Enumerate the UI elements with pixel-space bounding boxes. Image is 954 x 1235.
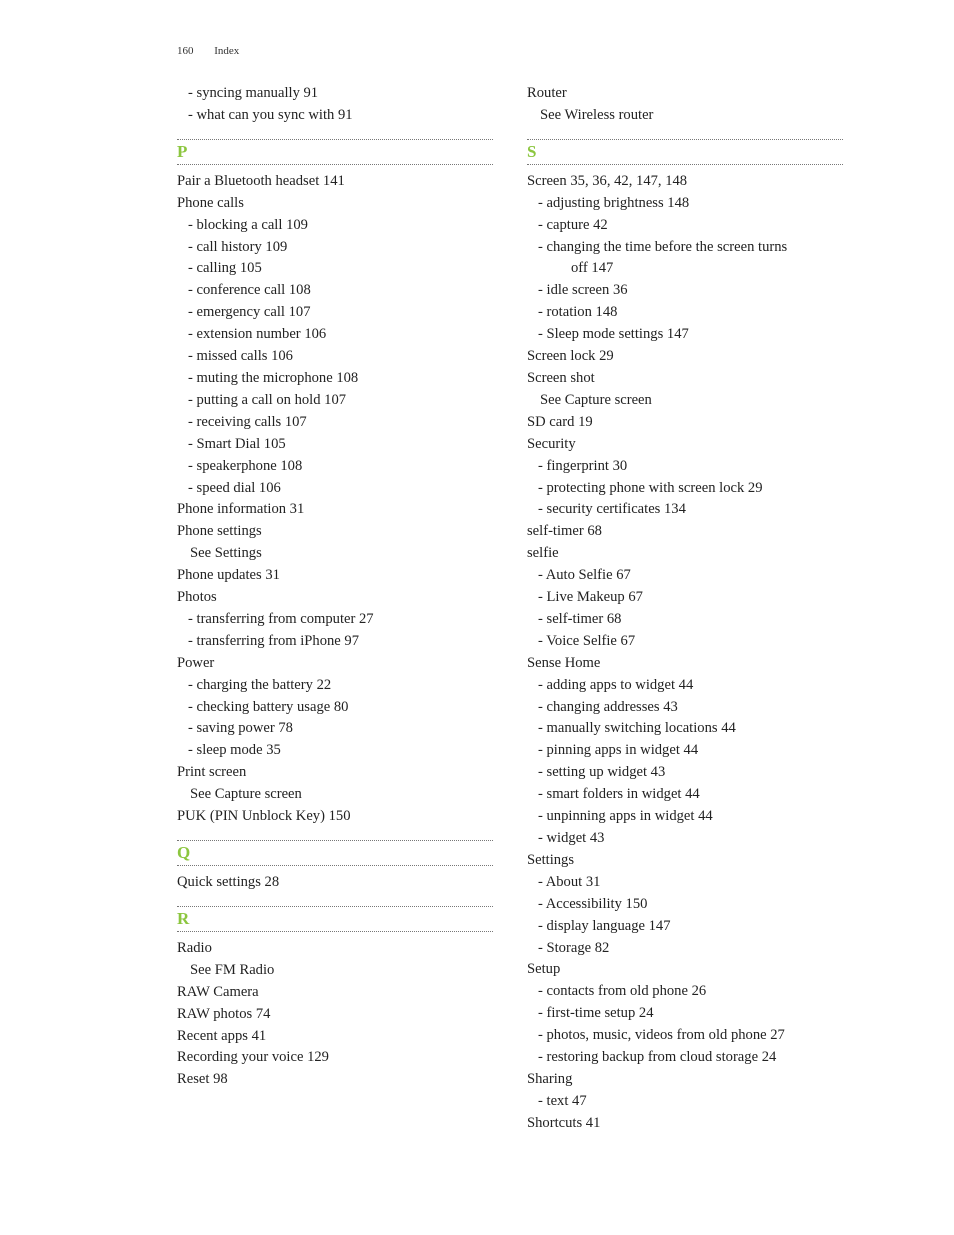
section-header-q	[177, 828, 493, 872]
index-subentry: - capture 42	[538, 216, 608, 233]
index-subentry: - calling 105	[188, 260, 262, 277]
index-subentry: - Storage 82	[538, 939, 610, 956]
index-subentry: - saving power 78	[188, 720, 293, 737]
index-subentry: - unpinning apps in widget 44	[538, 808, 713, 825]
index-subentry: - conference call 108	[188, 282, 311, 299]
page-number: 160	[177, 45, 194, 57]
index-subentry: - call history 109	[188, 238, 288, 255]
index-entry: Print screen	[177, 764, 247, 781]
index-subentry: - security certificates 134	[538, 501, 686, 518]
section-header-s	[527, 127, 843, 171]
index-entry: Radio	[177, 939, 212, 956]
see-reference: See Wireless router	[540, 106, 654, 123]
index-subentry: - fingerprint 30	[538, 457, 628, 474]
see-reference: See Capture screen	[190, 786, 302, 803]
index-subentry: - manually switching locations 44	[538, 720, 736, 737]
index-entry: RAW Camera	[177, 983, 259, 1000]
index-entry: PUK (PIN Unblock Key) 150	[177, 808, 351, 825]
index-subentry: - receiving calls 107	[188, 413, 307, 430]
index-subentry: - widget 43	[538, 830, 605, 846]
index-entry: Phone updates 31	[177, 567, 280, 584]
index-entry: RAW photos 74	[177, 1005, 271, 1022]
index-subentry: - text 47	[538, 1092, 587, 1109]
dotted-divider	[177, 865, 493, 866]
page-header	[177, 45, 239, 57]
index-subentry: - speed dial 106	[188, 479, 281, 496]
index-subentry: - setting up widget 43	[538, 764, 666, 781]
index-entry: Sharing	[527, 1070, 573, 1087]
index-subentry: - changing the time before the screen turns	[538, 238, 788, 255]
index-subentry: - display language 147	[538, 917, 671, 934]
index-subentry: - Live Makeup 67	[538, 589, 643, 606]
index-entry: Shortcuts 41	[527, 1114, 601, 1131]
index-subentry: - protecting phone with screen lock 29	[538, 479, 763, 496]
index-entry: Reset 98	[177, 1071, 228, 1088]
index-subentry: - smart folders in widget 44	[538, 786, 700, 803]
index-entry: Photos	[177, 589, 217, 606]
index-subentry: - Smart Dial 105	[188, 435, 286, 452]
see-reference: See Capture screen	[540, 391, 652, 408]
index-entry: Recent apps 41	[177, 1027, 267, 1044]
index-subentry: - restoring backup from cloud storage 24	[538, 1049, 777, 1066]
index-subentry: - syncing manually 91	[188, 85, 319, 101]
index-entry: Power	[177, 654, 215, 671]
section-letter: S	[527, 141, 537, 161]
index-subentry: - Voice Selfie 67	[538, 632, 636, 649]
index-subentry: - adjusting brightness 148	[538, 194, 690, 211]
index-subentry: - Sleep mode settings 147	[538, 326, 689, 343]
section-letter: P	[177, 141, 188, 161]
page-title: Index	[214, 45, 240, 57]
index-entry: Quick settings 28	[177, 874, 280, 890]
index-subentry: - About 31	[538, 873, 601, 890]
section-letter: Q	[177, 843, 191, 862]
dotted-divider	[177, 164, 493, 165]
index-column-right	[527, 83, 843, 1135]
index-subentry: - pinning apps in widget 44	[538, 742, 699, 759]
index-entry: Setup	[527, 961, 561, 978]
index-subentry: - missed calls 106	[188, 348, 293, 365]
index-subentry: - putting a call on hold 107	[188, 391, 347, 408]
index-entry: Phone calls	[177, 194, 244, 211]
index-subentry: - what can you sync with 91	[188, 106, 353, 123]
dotted-divider	[527, 164, 843, 165]
see-reference: See FM Radio	[190, 961, 275, 978]
index-subentry: - blocking a call 109	[188, 216, 308, 233]
index-subentry: - adding apps to widget 44	[538, 676, 694, 693]
index-subentry: - Auto Selfie 67	[538, 567, 631, 584]
index-subentry: - contacts from old phone 26	[538, 983, 707, 1000]
index-entry: Screen shot	[527, 369, 595, 386]
index-column-left	[177, 83, 493, 1091]
index-entry: SD card 19	[527, 413, 593, 430]
index-entry: Router	[527, 85, 567, 101]
index-entry: Phone information 31	[177, 501, 305, 518]
index-entry: Pair a Bluetooth headset 141	[177, 172, 345, 189]
index-subentry: - extension number 106	[188, 326, 327, 343]
index-subentry: - rotation 148	[538, 304, 618, 321]
index-entry: selfie	[527, 545, 559, 562]
index-entry: Sense Home	[527, 654, 601, 671]
index-subentry: - emergency call 107	[188, 304, 311, 321]
section-letter: R	[177, 908, 190, 928]
index-entry: Settings	[527, 851, 575, 868]
index-entry: self-timer 68	[527, 523, 602, 540]
index-subentry: - charging the battery 22	[188, 676, 332, 693]
index-entry: Screen lock 29	[527, 348, 614, 365]
index-subentry: - transferring from iPhone 97	[188, 632, 360, 649]
index-subentry: - first-time setup 24	[538, 1005, 654, 1022]
index-subentry: - muting the microphone 108	[188, 369, 359, 386]
index-subentry: - photos, music, videos from old phone 27	[538, 1027, 785, 1044]
index-subentry-continuation: off 147	[571, 260, 614, 277]
section-header-p	[177, 127, 493, 171]
index-entry: Phone settings	[177, 523, 262, 540]
index-entry: Security	[527, 435, 576, 452]
index-subentry: - Accessibility 150	[538, 895, 648, 912]
index-subentry: - self-timer 68	[538, 610, 622, 627]
index-entry: Recording your voice 129	[177, 1049, 329, 1066]
index-subentry: - transferring from computer 27	[188, 610, 374, 627]
dotted-divider	[177, 931, 493, 932]
index-entry: Screen 35, 36, 42, 147, 148	[527, 172, 688, 189]
index-subentry: - checking battery usage 80	[188, 698, 349, 715]
section-header-r	[177, 894, 493, 938]
index-subentry: - speakerphone 108	[188, 457, 303, 474]
index-subentry: - sleep mode 35	[188, 742, 281, 759]
see-reference: See Settings	[190, 545, 262, 562]
index-subentry: - idle screen 36	[538, 282, 628, 299]
index-subentry: - changing addresses 43	[538, 698, 678, 715]
